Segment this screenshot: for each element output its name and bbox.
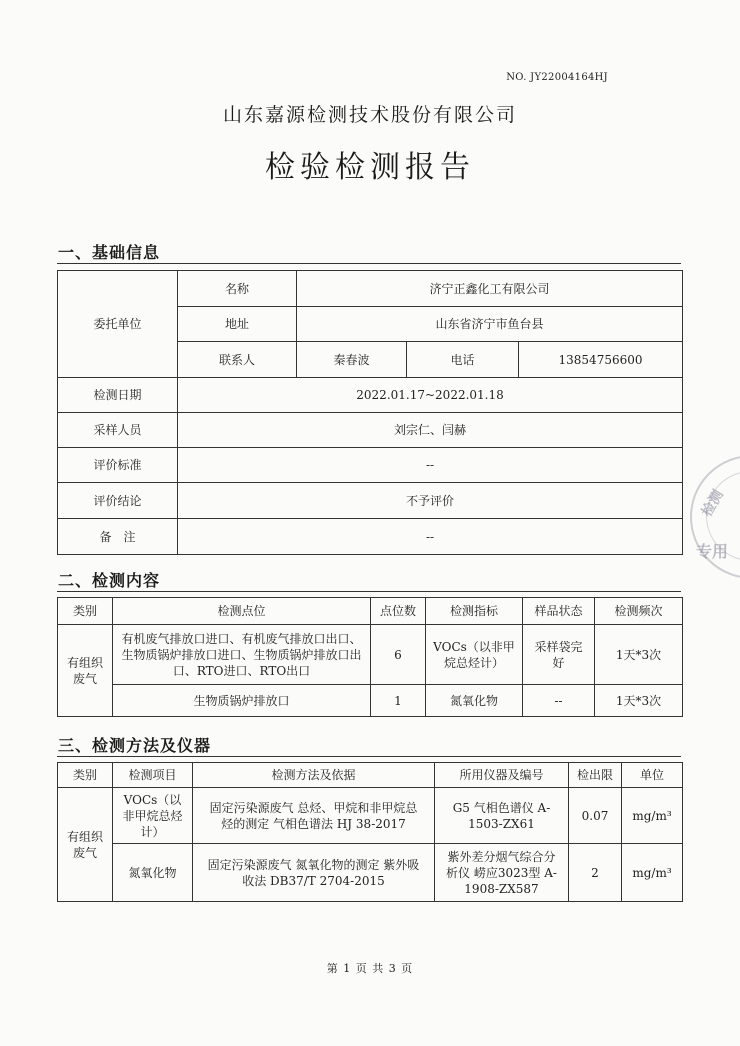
limit-cell: 0.07 xyxy=(569,788,622,844)
report-title: 检验检测报告 xyxy=(265,150,475,185)
address-label: 地址 xyxy=(178,307,297,342)
header-unit: 单位 xyxy=(622,763,683,788)
section3-heading: 三、检测方法及仪器 xyxy=(58,736,212,755)
header-indicator: 检测指标 xyxy=(426,598,523,625)
company-name: 山东嘉源检测技术股份有限公司 xyxy=(222,104,517,126)
phone-label: 电话 xyxy=(407,342,519,378)
header-count: 点位数 xyxy=(371,598,426,625)
standard-value: -- xyxy=(178,448,683,483)
indicator-cell: 氮氧化物 xyxy=(426,685,523,717)
address-value: 山东省济宁市鱼台县 xyxy=(297,307,683,342)
header-method: 检测方法及依据 xyxy=(193,763,435,788)
page-number: 第 1 页 共 3 页 xyxy=(326,962,414,975)
date-value: 2022.01.17~2022.01.18 xyxy=(178,378,683,413)
header-item: 检测项目 xyxy=(113,763,193,788)
table-row xyxy=(58,685,683,717)
table-row xyxy=(58,844,683,902)
frequency-cell: 1天*3次 xyxy=(595,685,683,717)
header-category: 类别 xyxy=(58,763,113,788)
date-label: 检测日期 xyxy=(58,378,178,413)
name-label: 名称 xyxy=(178,271,297,307)
instrument-cell: G5 气相色谱仪 A-1503-ZX61 xyxy=(435,788,569,844)
item-cell: 氮氧化物 xyxy=(113,844,193,902)
frequency-cell: 1天*3次 xyxy=(595,625,683,685)
basic-info-table xyxy=(57,270,683,555)
stamp-text: 检测 xyxy=(698,487,727,520)
report-number: NO. JY22004164HJ xyxy=(506,72,608,83)
header-instrument: 所用仪器及编号 xyxy=(435,763,569,788)
stamp-text-2: 专用 xyxy=(696,542,729,561)
sampler-label: 采样人员 xyxy=(58,413,178,448)
item-cell: VOCs（以非甲烷总烃计） xyxy=(113,788,193,844)
section2-rule xyxy=(57,591,681,592)
count-cell: 6 xyxy=(371,625,426,685)
instrument-cell: 紫外差分烟气综合分析仪 崂应3023型 A-1908-ZX587 xyxy=(435,844,569,902)
conclusion-value: 不予评价 xyxy=(178,483,683,519)
table-row xyxy=(58,625,683,685)
inspection-stamp xyxy=(690,455,740,579)
header-frequency: 检测频次 xyxy=(595,598,683,625)
section1-rule xyxy=(57,263,681,264)
category-cell: 有组织废气 xyxy=(58,788,113,902)
limit-cell: 2 xyxy=(569,844,622,902)
points-cell: 生物质锅炉排放口 xyxy=(113,685,371,717)
section1-heading: 一、基础信息 xyxy=(58,243,161,262)
section3-rule xyxy=(57,756,681,757)
method-cell: 固定污染源废气 氮氧化物的测定 紫外吸收法 DB37/T 2704-2015 xyxy=(193,844,435,902)
name-value: 济宁正鑫化工有限公司 xyxy=(297,271,683,307)
client-label: 委托单位 xyxy=(58,271,178,378)
category-cell: 有组织废气 xyxy=(58,625,113,717)
sampler-value: 刘宗仁、闫赫 xyxy=(178,413,683,448)
count-cell: 1 xyxy=(371,685,426,717)
section2-heading: 二、检测内容 xyxy=(58,571,161,590)
test-content-table xyxy=(57,597,683,717)
contact-value: 秦春波 xyxy=(297,342,407,378)
contact-label: 联系人 xyxy=(178,342,297,378)
remark-value: -- xyxy=(178,519,683,555)
method-table xyxy=(57,762,683,902)
points-cell: 有机废气排放口进口、有机废气排放口出口、生物质锅炉排放口进口、生物质锅炉排放口出口、RTO进口、RTO出口 xyxy=(113,625,371,685)
unit-cell: mg/m³ xyxy=(622,844,683,902)
indicator-cell: VOCs（以非甲烷总烃计） xyxy=(426,625,523,685)
header-category: 类别 xyxy=(58,598,113,625)
remark-label: 备 注 xyxy=(58,519,178,555)
method-cell: 固定污染源废气 总烃、甲烷和非甲烷总烃的测定 气相色谱法 HJ 38-2017 xyxy=(193,788,435,844)
header-state: 样品状态 xyxy=(523,598,595,625)
unit-cell: mg/m³ xyxy=(622,788,683,844)
header-points: 检测点位 xyxy=(113,598,371,625)
standard-label: 评价标准 xyxy=(58,448,178,483)
state-cell: 采样袋完好 xyxy=(523,625,595,685)
header-limit: 检出限 xyxy=(569,763,622,788)
table-row xyxy=(58,788,683,844)
phone-value: 13854756600 xyxy=(519,342,683,378)
state-cell: -- xyxy=(523,685,595,717)
conclusion-label: 评价结论 xyxy=(58,483,178,519)
